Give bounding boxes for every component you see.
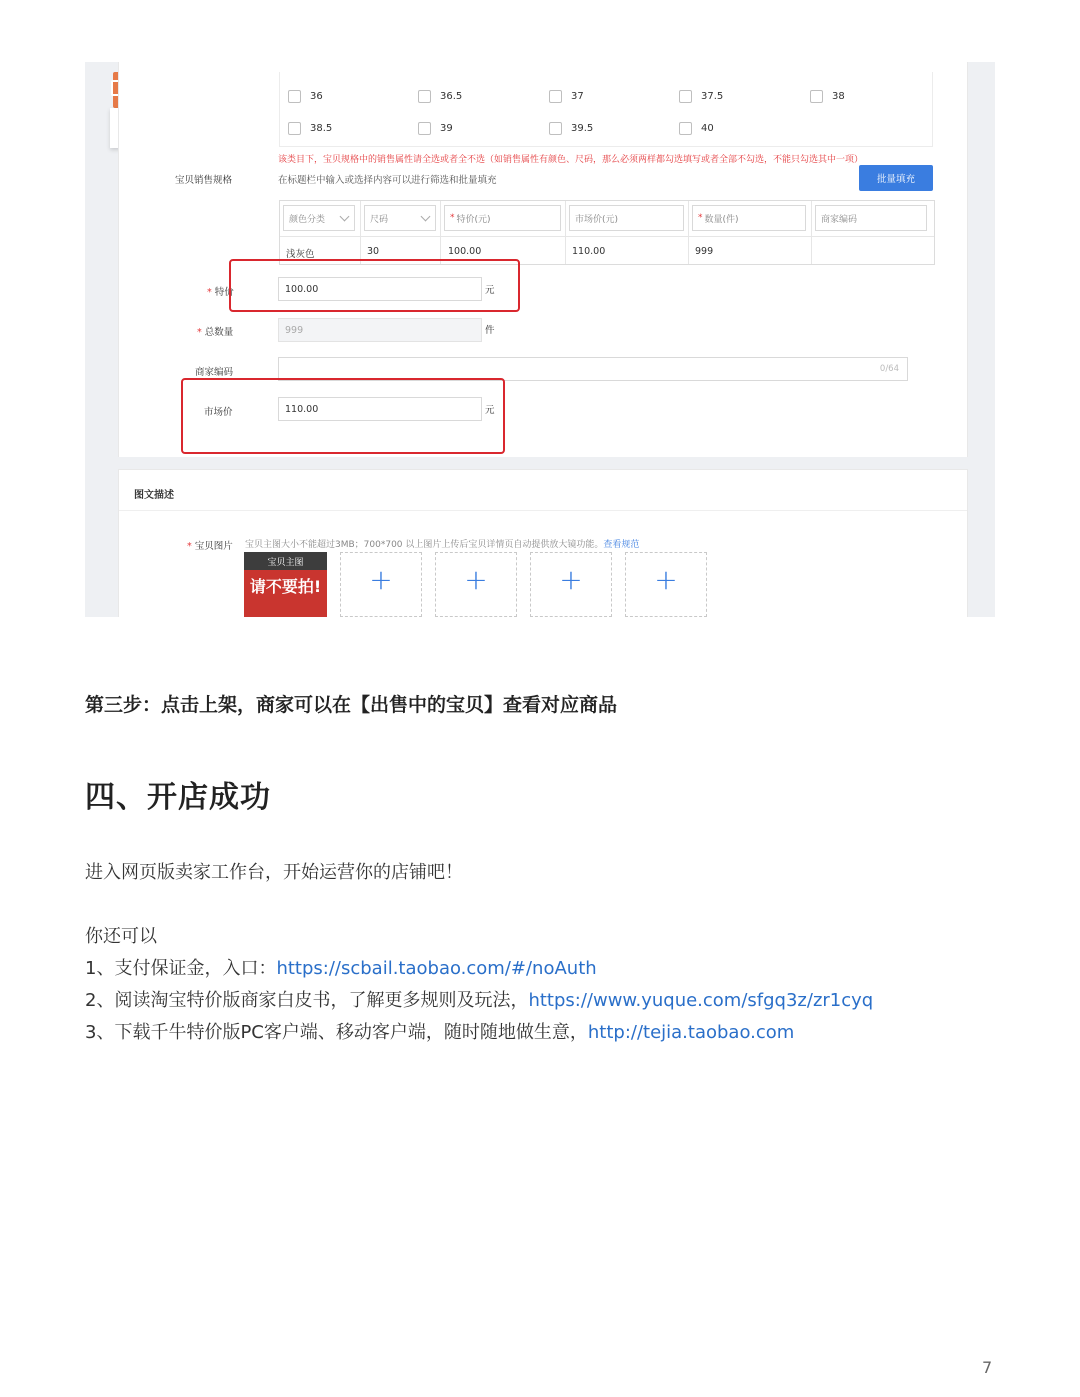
view-spec-link[interactable]: 查看规范 bbox=[603, 540, 640, 550]
list-item bbox=[85, 986, 873, 1012]
header-label: 市场价(元) bbox=[575, 214, 619, 225]
size-label: 39.5 bbox=[571, 123, 594, 134]
table-cell: 30 bbox=[367, 246, 380, 257]
plus-icon: + bbox=[369, 563, 393, 596]
merchant-code-label: 商家编码 bbox=[195, 367, 234, 378]
checkbox-icon[interactable] bbox=[288, 122, 301, 135]
intro-paragraph: 进入网页版卖家工作台，开始运营你的店铺吧！ bbox=[85, 862, 463, 883]
image-label bbox=[187, 538, 233, 552]
checkbox-icon[interactable] bbox=[810, 90, 823, 103]
required-star: * bbox=[207, 287, 212, 298]
table-cell[interactable]: 100.00 bbox=[448, 246, 482, 257]
sku-hint: 在标题栏中输入或选择内容可以进行筛选和批量填充 bbox=[278, 175, 497, 186]
size-option[interactable] bbox=[679, 90, 723, 103]
quantity-unit: 件 bbox=[485, 325, 495, 336]
column-divider bbox=[565, 201, 566, 264]
size-option[interactable] bbox=[418, 90, 462, 103]
sku-table bbox=[279, 200, 935, 265]
filter-price[interactable] bbox=[444, 205, 561, 231]
checkbox-icon[interactable] bbox=[418, 90, 431, 103]
quantity-label-text: 总数量 bbox=[204, 327, 234, 338]
size-option[interactable] bbox=[549, 122, 593, 135]
header-label: 特价(元) bbox=[456, 214, 491, 225]
list-item bbox=[85, 1018, 794, 1044]
chevron-down-icon bbox=[340, 212, 350, 222]
main-product-image[interactable] bbox=[244, 552, 327, 617]
size-label: 37.5 bbox=[701, 91, 724, 102]
image-hint bbox=[245, 537, 639, 550]
size-label: 38 bbox=[832, 91, 845, 102]
row-divider bbox=[280, 236, 934, 237]
price-input[interactable]: 100.00 bbox=[278, 277, 482, 301]
list-item-text: 1、支付保证金，入口： bbox=[85, 958, 277, 979]
price-unit: 元 bbox=[485, 285, 495, 296]
download-link[interactable]: http://tejia.taobao.com bbox=[587, 1022, 795, 1043]
header-label: 颜色分类 bbox=[289, 214, 326, 225]
section-divider bbox=[119, 510, 967, 511]
filter-merchant-code[interactable] bbox=[815, 205, 927, 231]
highlight-frame bbox=[229, 259, 520, 312]
plus-icon: + bbox=[559, 563, 583, 596]
header-label: 尺码 bbox=[370, 214, 389, 225]
char-counter: 0/64 bbox=[879, 364, 899, 374]
table-cell[interactable]: 110.00 bbox=[572, 246, 606, 257]
checkbox-icon[interactable] bbox=[288, 90, 301, 103]
filter-market-price[interactable] bbox=[569, 205, 684, 231]
checkbox-icon[interactable] bbox=[549, 122, 562, 135]
market-price-input[interactable]: 110.00 bbox=[278, 397, 482, 421]
filter-size[interactable] bbox=[364, 205, 436, 231]
size-option[interactable] bbox=[418, 122, 453, 135]
column-divider bbox=[440, 201, 441, 264]
size-option[interactable] bbox=[549, 90, 584, 103]
market-price-label: 市场价 bbox=[204, 407, 233, 418]
table-cell[interactable]: 999 bbox=[695, 246, 714, 257]
whitepaper-link[interactable]: https://www.yuque.com/sfgq3z/zr1cyq bbox=[528, 990, 874, 1011]
size-option[interactable] bbox=[288, 90, 323, 103]
required-star: * bbox=[197, 327, 202, 338]
quantity-label bbox=[197, 324, 233, 338]
checkbox-icon[interactable] bbox=[418, 122, 431, 135]
main-image-text: 请不要拍! bbox=[249, 577, 322, 596]
checkbox-icon[interactable] bbox=[679, 122, 692, 135]
required-star: * bbox=[450, 213, 455, 223]
image-hint-text: 宝贝主图大小不能超过3MB；700*700 以上图片上传后宝贝详情页自动提供放大镜功能。 bbox=[245, 540, 604, 550]
also-paragraph: 你还可以 bbox=[85, 926, 157, 947]
sku-label: 宝贝销售规格 bbox=[175, 175, 233, 186]
header-label: 数量(件) bbox=[704, 214, 739, 225]
size-option[interactable] bbox=[288, 122, 332, 135]
size-label: 36 bbox=[310, 91, 323, 102]
size-option[interactable] bbox=[679, 122, 714, 135]
checkbox-icon[interactable] bbox=[549, 90, 562, 103]
plus-icon: + bbox=[654, 563, 678, 596]
filter-color[interactable] bbox=[283, 205, 355, 231]
required-star: * bbox=[698, 213, 703, 223]
filter-quantity[interactable] bbox=[692, 205, 806, 231]
list-item-text: 2、阅读淘宝特价版商家白皮书，了解更多规则及玩法， bbox=[85, 990, 529, 1011]
main-image-tag: 宝贝主图 bbox=[244, 552, 327, 570]
step-three-text: 第三步：点击上架，商家可以在【出售中的宝贝】查看对应商品 bbox=[85, 694, 618, 716]
size-label: 40 bbox=[701, 123, 714, 134]
add-image-slot[interactable] bbox=[340, 552, 422, 617]
section-title: 图文描述 bbox=[134, 490, 174, 501]
size-label: 37 bbox=[571, 91, 584, 102]
embedded-screenshot bbox=[85, 62, 995, 617]
section-heading: 四、开店成功 bbox=[85, 780, 271, 815]
deposit-link[interactable]: https://scbail.taobao.com/#/noAuth bbox=[276, 958, 597, 979]
add-image-slot[interactable] bbox=[435, 552, 517, 617]
product-form bbox=[118, 62, 968, 457]
quantity-input: 999 bbox=[278, 318, 482, 342]
add-image-slot[interactable] bbox=[625, 552, 707, 617]
plus-icon: + bbox=[464, 563, 488, 596]
add-image-slot[interactable] bbox=[530, 552, 612, 617]
column-divider bbox=[688, 201, 689, 264]
size-options bbox=[279, 72, 933, 147]
page-number: 7 bbox=[982, 1358, 993, 1377]
list-item-text: 3、下载千牛特价版PC客户端、移动客户端，随时随地做生意， bbox=[85, 1022, 588, 1043]
chevron-down-icon bbox=[421, 212, 431, 222]
batch-fill-button[interactable]: 批量填充 bbox=[859, 165, 933, 191]
table-cell: 浅灰色 bbox=[286, 249, 315, 260]
market-price-unit: 元 bbox=[485, 405, 495, 416]
image-label-text: 宝贝图片 bbox=[194, 541, 233, 552]
list-item bbox=[85, 954, 597, 980]
required-star: * bbox=[187, 541, 192, 552]
size-label: 38.5 bbox=[310, 123, 333, 134]
header-label: 商家编码 bbox=[821, 214, 858, 225]
column-divider bbox=[811, 201, 812, 264]
checkbox-icon[interactable] bbox=[679, 90, 692, 103]
size-label: 36.5 bbox=[440, 91, 463, 102]
highlight-frame bbox=[181, 378, 505, 454]
price-label-text: 特价 bbox=[214, 287, 234, 298]
size-option[interactable] bbox=[810, 90, 845, 103]
column-divider bbox=[360, 201, 361, 264]
sku-warning: 该类目下，宝贝规格中的销售属性请全选或者全不选（如销售属性有颜色、尺码，那么必须两样都勾选填写或者全部不勾选，不能只勾选其中一项） bbox=[278, 155, 864, 165]
size-label: 39 bbox=[440, 123, 453, 134]
